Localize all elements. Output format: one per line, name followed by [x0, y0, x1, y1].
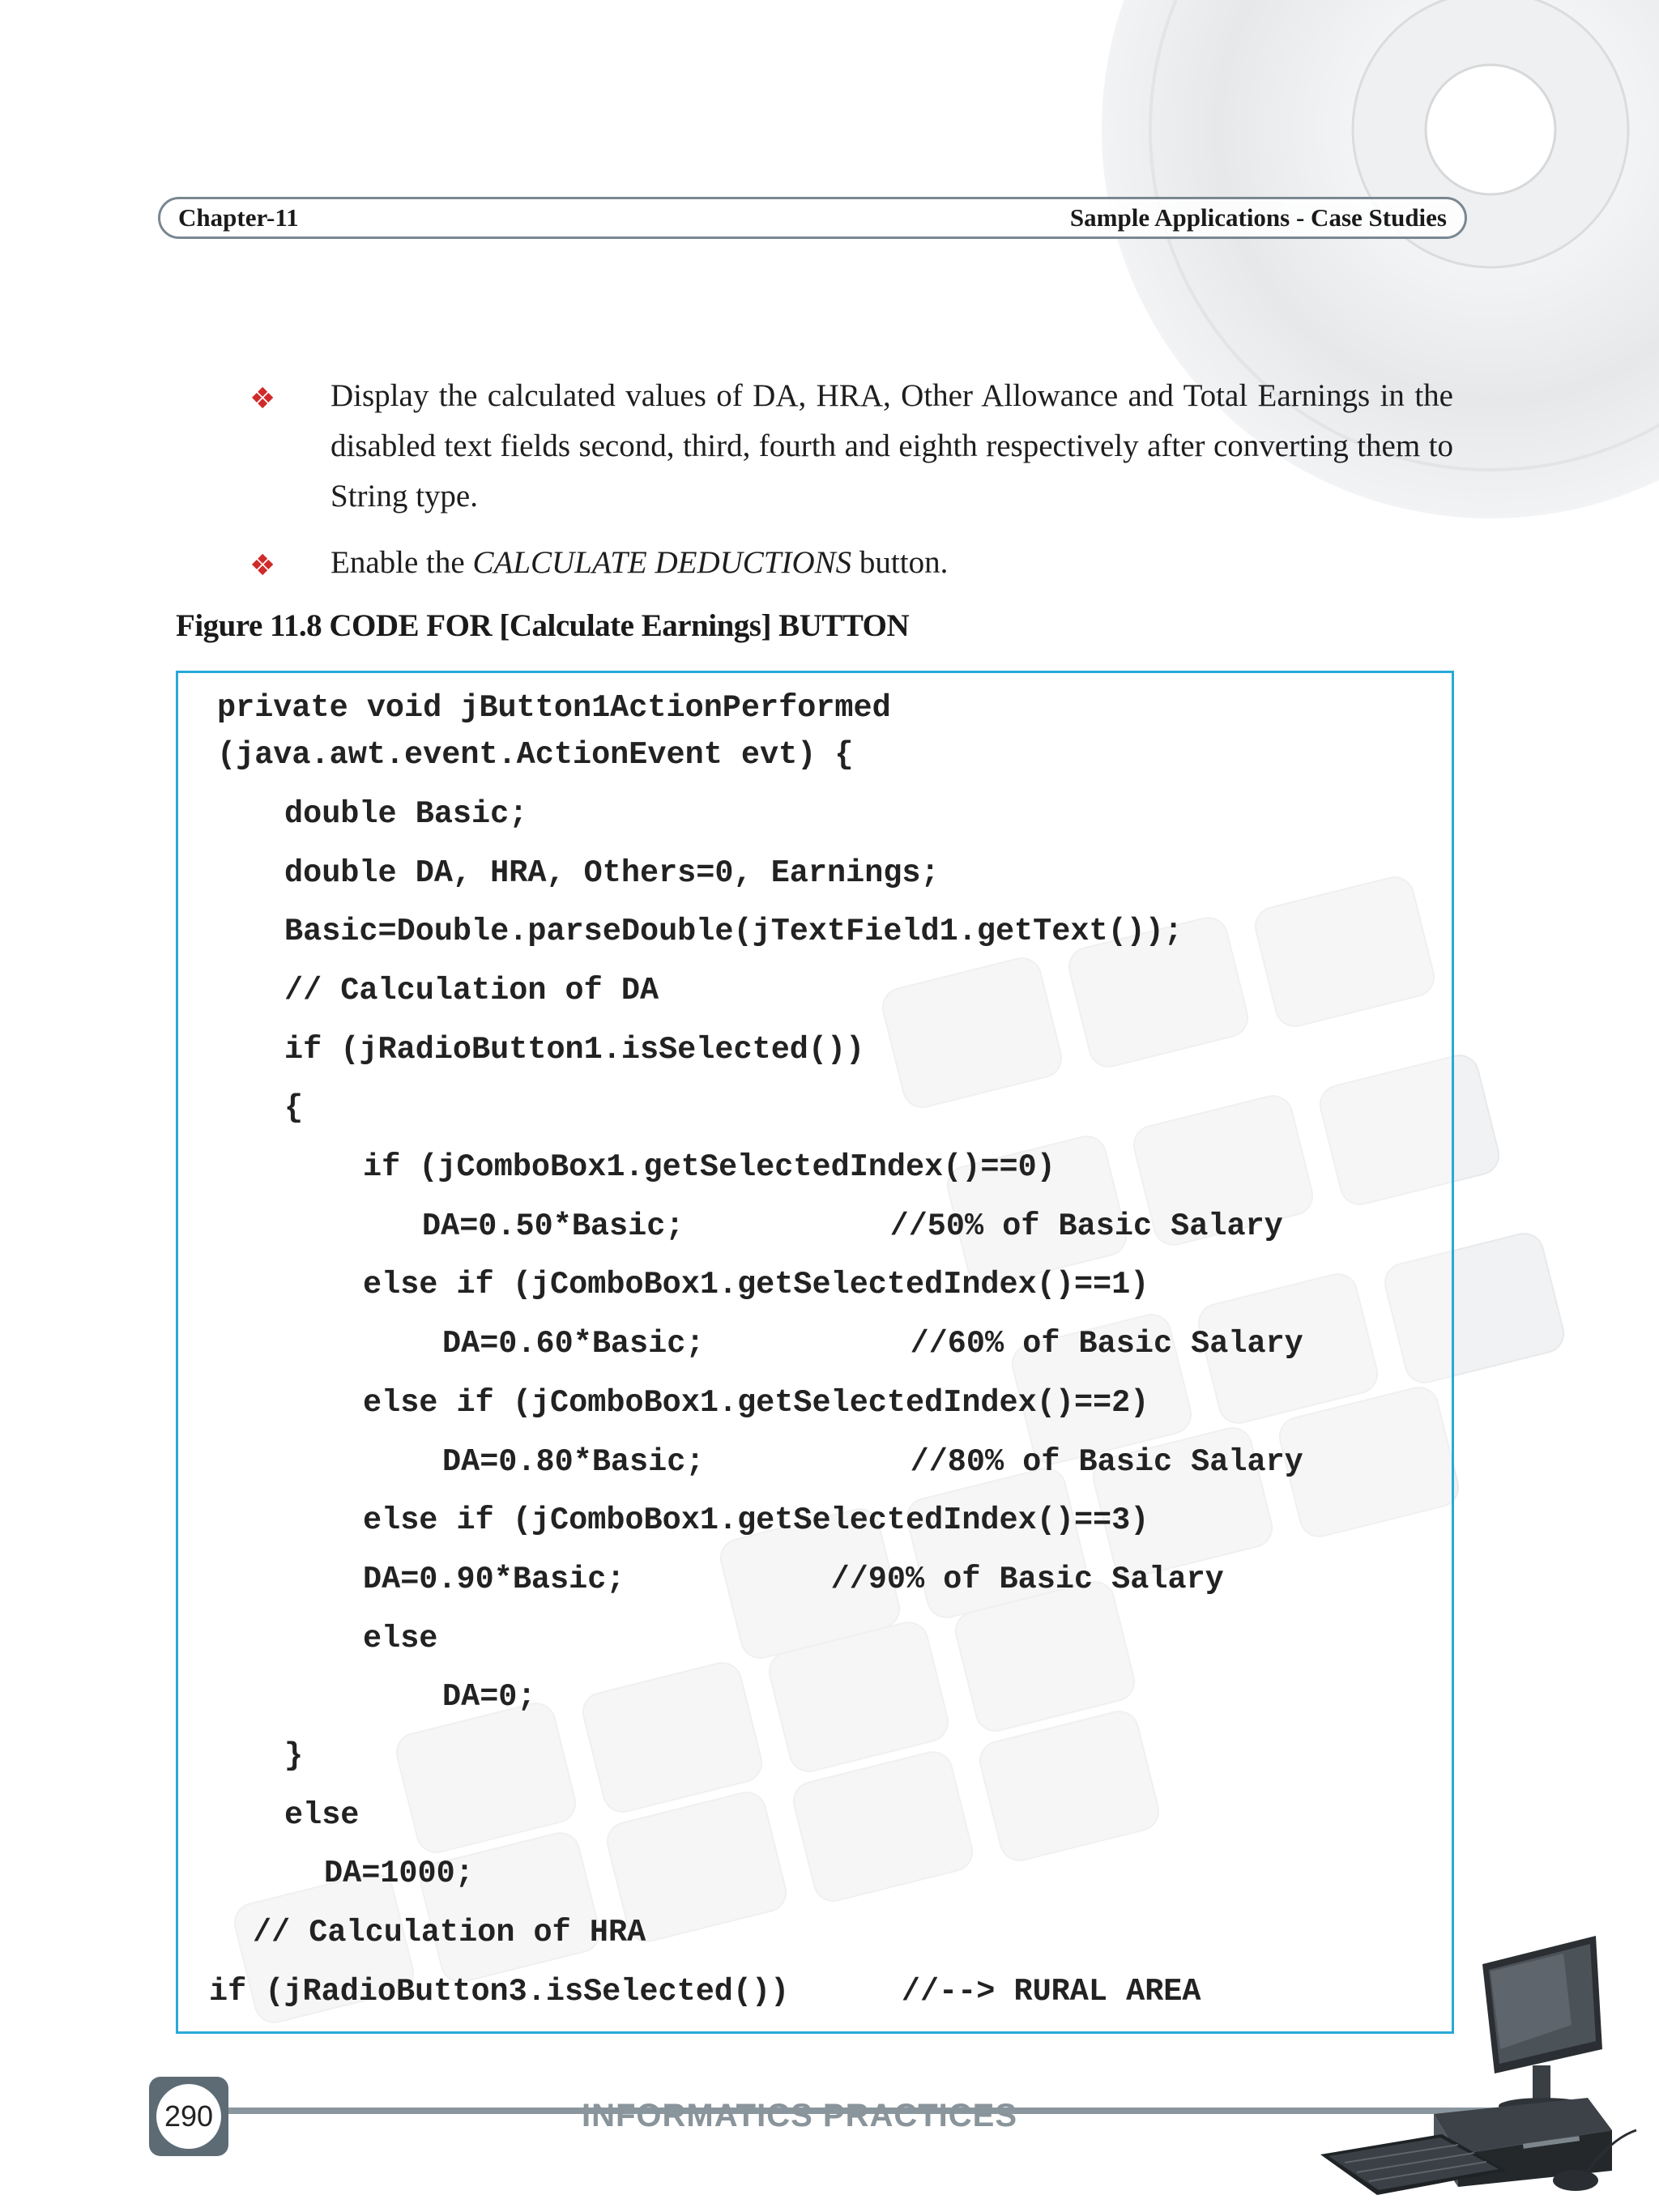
code-line: if (jRadioButton3.isSelected()) //--> RURAL AREA — [209, 1974, 1201, 2010]
code-line: private void jButton1ActionPerformed — [217, 690, 891, 726]
code-line: double DA, HRA, Others=0, Earnings; — [284, 855, 940, 891]
bullet-text-emphasis: CALCULATE DEDUCTIONS — [472, 545, 852, 580]
diamond-bullet-icon: ❖ — [249, 382, 276, 416]
code-line: else — [363, 1621, 438, 1656]
chapter-label: Chapter-11 — [178, 203, 299, 232]
code-line: { — [284, 1090, 304, 1126]
bullet-text-suffix: button. — [851, 545, 949, 580]
code-line: else if (jComboBox1.getSelectedIndex()==2) — [363, 1385, 1149, 1421]
code-line: if (jRadioButton1.isSelected()) — [284, 1032, 865, 1068]
code-line: } — [284, 1738, 304, 1774]
diamond-bullet-icon: ❖ — [249, 549, 276, 582]
code-line: // Calculation of DA — [284, 973, 659, 1008]
desktop-computer-icon — [1320, 1928, 1644, 2195]
code-line: DA=0.60*Basic; //60% of Basic Salary — [442, 1326, 1303, 1362]
bullet-text-prefix: Enable the — [331, 545, 473, 580]
code-line: // Calculation of HRA — [253, 1915, 646, 1950]
page-number: 290 — [156, 2084, 221, 2149]
code-line: DA=0; — [442, 1679, 536, 1715]
figure-caption: Figure 11.8 CODE FOR [Calculate Earnings] BUTTON — [176, 608, 910, 643]
section-title: Sample Applications - Case Studies — [1069, 203, 1447, 232]
chapter-header — [158, 197, 1467, 239]
code-line: else if (jComboBox1.getSelectedIndex()==1) — [363, 1267, 1149, 1302]
code-line: DA=0.80*Basic; //80% of Basic Salary — [442, 1444, 1303, 1480]
code-listing — [176, 671, 1454, 2034]
code-line: Basic=Double.parseDouble(jTextField1.getText()); — [284, 914, 1183, 949]
code-line: (java.awt.event.ActionEvent evt) { — [217, 737, 854, 773]
list-item — [243, 371, 1453, 522]
code-line: DA=1000; — [324, 1856, 474, 1891]
code-line: else if (jComboBox1.getSelectedIndex()==3) — [363, 1502, 1149, 1538]
bullet-text: Display the calculated values of DA, HRA, Other Allowance and Total Earnings in the disabled text fields second, third, fourth and eighth respectively after converting them to String type. — [331, 378, 1453, 514]
list-item — [243, 538, 1453, 588]
bullet-list — [243, 371, 1453, 588]
code-line: DA=0.50*Basic; //50% of Basic Salary — [422, 1208, 1283, 1244]
book-title: INFORMATICS PRACTICES — [582, 2098, 1018, 2133]
code-line: DA=0.90*Basic; //90% of Basic Salary — [363, 1562, 1224, 1597]
code-line: else — [284, 1797, 360, 1833]
code-line: if (jComboBox1.getSelectedIndex()==0) — [363, 1149, 1056, 1185]
code-line: double Basic; — [284, 796, 528, 832]
page-number-badge — [149, 2077, 228, 2156]
